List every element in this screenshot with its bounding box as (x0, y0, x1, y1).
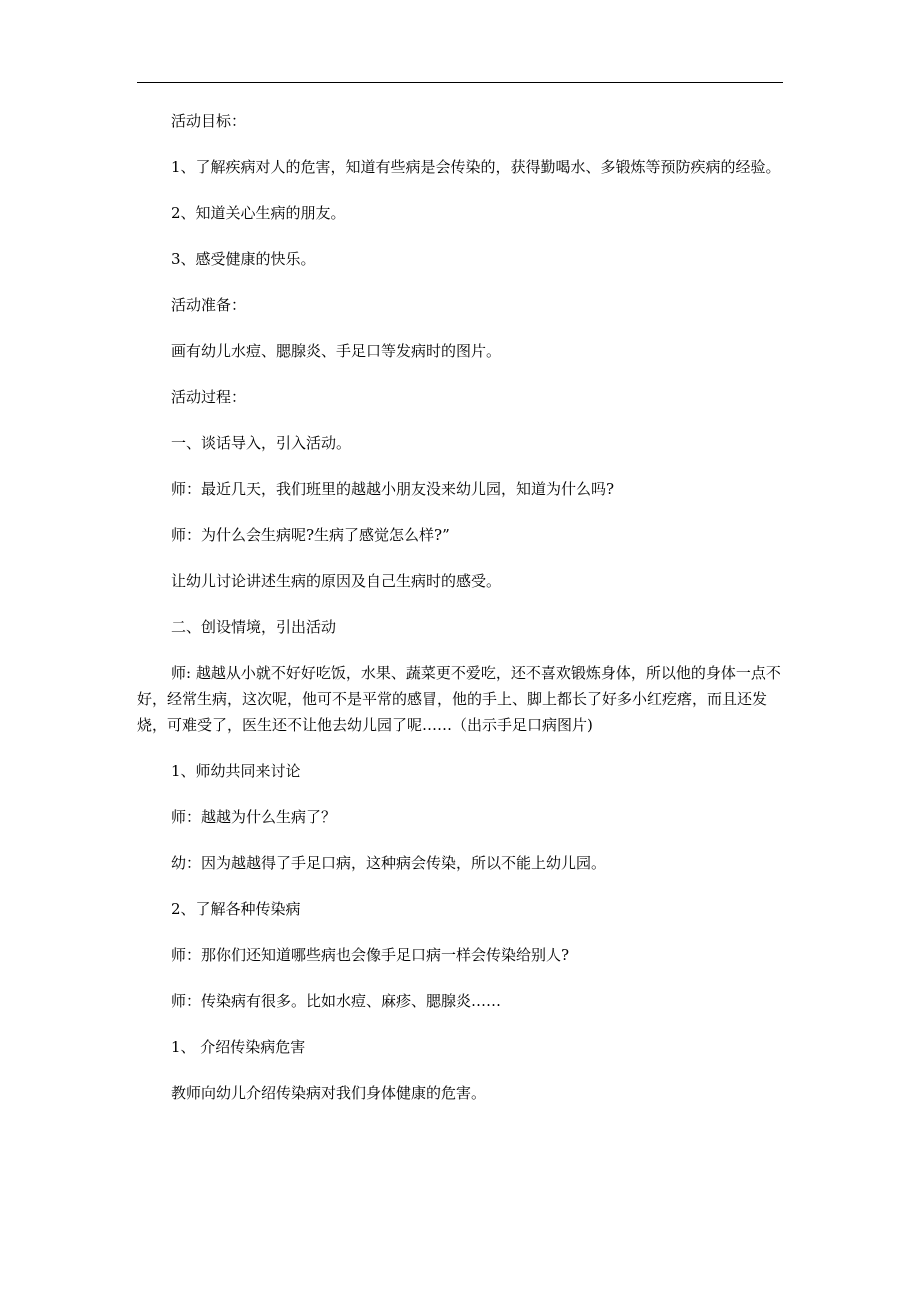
goal-item-2: 2、知道关心生病的朋友。 (171, 204, 346, 222)
goal-item-1: 1、了解疾病对人的危害，知道有些病是会传染的，获得勤喝水、多锻炼等预防疾病的经验。 (171, 158, 781, 176)
preparation-text: 画有幼儿水痘、腮腺炎、手足口等发病时的图片。 (171, 342, 502, 360)
document-body (137, 108, 783, 1126)
dialogue-line: 师：传染病有很多。比如水痘、麻疹、腮腺炎…… (171, 992, 502, 1010)
story-paragraph: 师: 越越从小就不好好吃饭，水果、蔬菜更不爱吃，还不喜欢锻炼身体，所以他的身体一点不好，经常生病，这次呢，他可不是平常的感冒，他的手上、脚上都长了好多小红疙瘩，而且还发烧，可难受了，医生还不让他去幼儿园了呢……（出示手足口病图片) (137, 664, 781, 734)
heading-activity-process: 活动过程： (171, 388, 247, 406)
dialogue-line: 师：那你们还知道哪些病也会像手足口病一样会传染给别人? (171, 946, 570, 964)
sub-step-discussion: 1、师幼共同来讨论 (171, 762, 301, 780)
sub-step-hazards: 1、 介绍传染病危害 (171, 1038, 306, 1056)
goal-item-3: 3、感受健康的快乐。 (171, 250, 316, 268)
instruction-text: 让幼儿讨论讲述生病的原因及自己生病时的感受。 (171, 572, 502, 590)
heading-activity-goals: 活动目标： (171, 112, 247, 130)
header-rule (137, 82, 783, 83)
heading-activity-preparation: 活动准备： (171, 296, 247, 314)
process-step-1: 一、谈话导入，引入活动。 (171, 434, 352, 452)
dialogue-line: 师：为什么会生病呢?生病了感觉怎么样?” (171, 526, 450, 544)
process-step-2: 二、创设情境，引出活动 (171, 618, 337, 636)
dialogue-line: 师：越越为什么生病了？ (171, 808, 337, 826)
sub-step-diseases: 2、了解各种传染病 (171, 900, 301, 918)
dialogue-line: 幼：因为越越得了手足口病，这种病会传染，所以不能上幼儿园。 (171, 854, 607, 872)
instruction-text: 教师向幼儿介绍传染病对我们身体健康的危害。 (171, 1084, 487, 1102)
dialogue-line: 师：最近几天，我们班里的越越小朋友没来幼儿园，知道为什么吗? (171, 480, 615, 498)
